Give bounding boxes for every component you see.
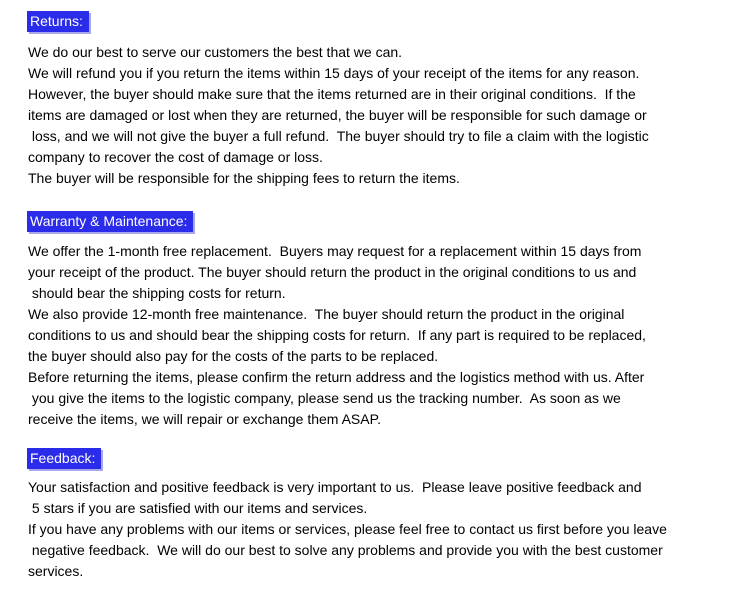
- returns-line: We will refund you if you return the items within 15 days of your receipt of the items for any reason.: [28, 65, 640, 81]
- returns-line: loss, and we will not give the buyer a full refund. The buyer should try to file a claim with the logistic: [28, 128, 649, 144]
- returns-line: We do our best to serve our customers the best that we can.: [28, 44, 403, 60]
- warranty-heading: Warranty & Maintenance:: [27, 211, 193, 232]
- returns-heading: Returns:: [27, 11, 89, 32]
- returns-line: However, the buyer should make sure that the items returned are in their original conditions. If the: [28, 86, 636, 102]
- warranty-line: receive the items, we will repair or exchange them ASAP.: [28, 411, 382, 427]
- warranty-line: Before returning the items, please confirm the return address and the logistics method with us. After: [28, 369, 645, 385]
- returns-line: The buyer will be responsible for the shipping fees to return the items.: [28, 170, 460, 186]
- feedback-line: Your satisfaction and positive feedback is very important to us. Please leave positive feedback and: [28, 479, 642, 495]
- warranty-line: conditions to us and should bear the shipping costs for return. If any part is required to be replaced,: [28, 327, 646, 343]
- warranty-line: your receipt of the product. The buyer should return the product in the original conditions to us and: [28, 264, 637, 280]
- warranty-line: We also provide 12-month free maintenance. The buyer should return the product in the original: [28, 306, 625, 322]
- warranty-line: you give the items to the logistic company, please send us the tracking number. As soon as we: [28, 390, 621, 406]
- feedback-heading: Feedback:: [27, 448, 101, 469]
- warranty-line: We offer the 1-month free replacement. Buyers may request for a replacement within 15 days from: [28, 243, 642, 259]
- feedback-line: 5 stars if you are satisfied with our items and services.: [28, 500, 368, 516]
- feedback-line: services.: [28, 563, 84, 579]
- returns-line: company to recover the cost of damage or loss.: [28, 149, 323, 165]
- warranty-line: the buyer should also pay for the costs of the parts to be replaced.: [28, 348, 439, 364]
- feedback-line: negative feedback. We will do our best to solve any problems and provide you with the best customer: [28, 542, 663, 558]
- feedback-line: If you have any problems with our items or services, please feel free to contact us first before you leave: [28, 521, 667, 537]
- returns-line: items are damaged or lost when they are returned, the buyer will be responsible for such damage or: [28, 107, 647, 123]
- warranty-line: should bear the shipping costs for return.: [28, 285, 286, 301]
